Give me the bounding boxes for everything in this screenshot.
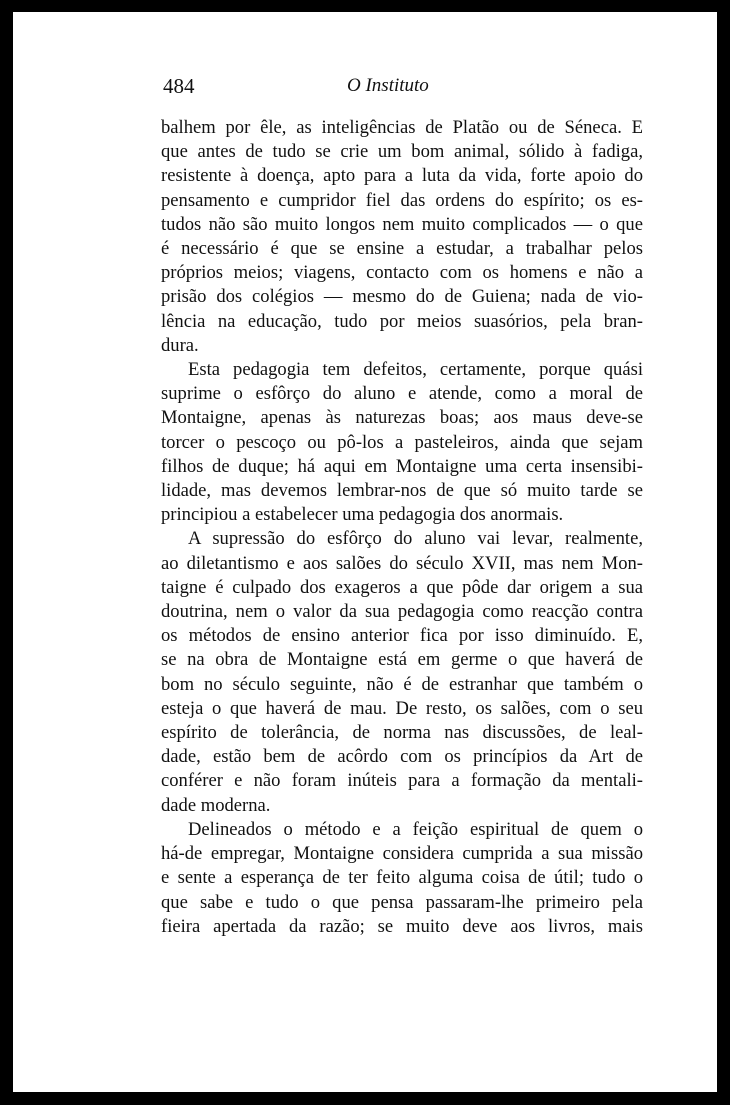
text-line: lidade, mas devemos lembrar-nos de que só muito tarde se: [161, 480, 643, 502]
text-line: conférer e não foram inúteis para a formação da mentali-: [161, 770, 643, 792]
running-title: O Instituto: [347, 75, 429, 96]
paragraph: [161, 818, 643, 939]
text-line: resistente à doença, apto para a luta da vida, forte apoio do: [161, 165, 643, 187]
text-line: prisão dos colégios — mesmo do de Guiena; nada de vio-: [161, 286, 643, 308]
paragraph: [161, 527, 643, 817]
text-line: dade moderna.: [161, 794, 271, 816]
text-line: lência na educação, tudo por meios suasórios, pela bran-: [161, 310, 643, 332]
text-line: e sente a esperança de ter feito alguma coisa de útil; tudo o: [161, 867, 643, 889]
text-line: A supressão do esfôrço do aluno vai levar, realmente,: [188, 528, 643, 550]
text-line: doutrina, nem o valor da sua pedagogia como reacção contra: [161, 601, 643, 623]
text-line: principiou a estabelecer uma pedagogia dos anormais.: [161, 504, 564, 526]
text-line: dade, estão bem de acôrdo com os princípios da Art de: [161, 746, 643, 768]
text-line: pensamento e cumpridor fiel das ordens do espírito; os es-: [161, 189, 643, 211]
text-line: que sabe e tudo o que pensa passaram-lhe primeiro pela: [161, 891, 643, 913]
text-line: ao diletantismo e aos salões do século XVII, mas nem Mon-: [161, 552, 643, 574]
text-line: se na obra de Montaigne está em germe o que haverá de: [161, 649, 643, 671]
text-line: fieira apertada da razão; se muito deve aos livros, mais: [161, 915, 643, 937]
text-line: dura.: [161, 334, 199, 356]
text-line: Delineados o método e a feição espiritual de quem o: [188, 818, 643, 840]
text-line: bom no século seguinte, não é de estranhar que também o: [161, 673, 643, 695]
paragraph: [161, 116, 643, 358]
page-header: [163, 74, 643, 104]
text-line: Esta pedagogia tem defeitos, certamente, porque quási: [188, 359, 643, 381]
text-line: próprios meios; viagens, contacto com os homens e não a: [161, 262, 643, 284]
book-page: [13, 12, 717, 1092]
text-line: suprime o esfôrço do aluno e atende, como a moral de: [161, 383, 643, 405]
text-line: taigne é culpado dos exageros a que pôde dar origem a sua: [161, 576, 643, 598]
text-line: esteja o que haverá de mau. De resto, os salões, com o seu: [161, 697, 643, 719]
page-number: 484: [163, 74, 195, 98]
text-line: os métodos de ensino anterior fica por isso diminuído. E,: [161, 625, 643, 647]
text-line: balhem por êle, as inteligências de Platão ou de Séneca. E: [161, 117, 643, 138]
text-line: é necessário é que se ensine a estudar, a trabalhar pelos: [161, 238, 643, 260]
text-line: espírito de tolerância, de norma nas discussões, de leal-: [161, 722, 643, 744]
text-line: torcer o pescoço ou pô-los a pasteleiros, ainda que sejam: [161, 431, 643, 453]
text-line: que antes de tudo se crie um bom animal, sólido à fadiga,: [161, 141, 643, 163]
text-line: tudos não são muito longos nem muito complicados — o que: [161, 213, 643, 235]
text-line: há-de empregar, Montaigne considera cumprida a sua missão: [161, 843, 643, 865]
paragraph: [161, 358, 643, 527]
text-line: Montaigne, apenas às naturezas boas; aos maus deve-se: [161, 407, 643, 429]
text-line: filhos de duque; há aqui em Montaigne uma certa insensibi-: [161, 455, 643, 477]
body-text: [161, 116, 643, 939]
